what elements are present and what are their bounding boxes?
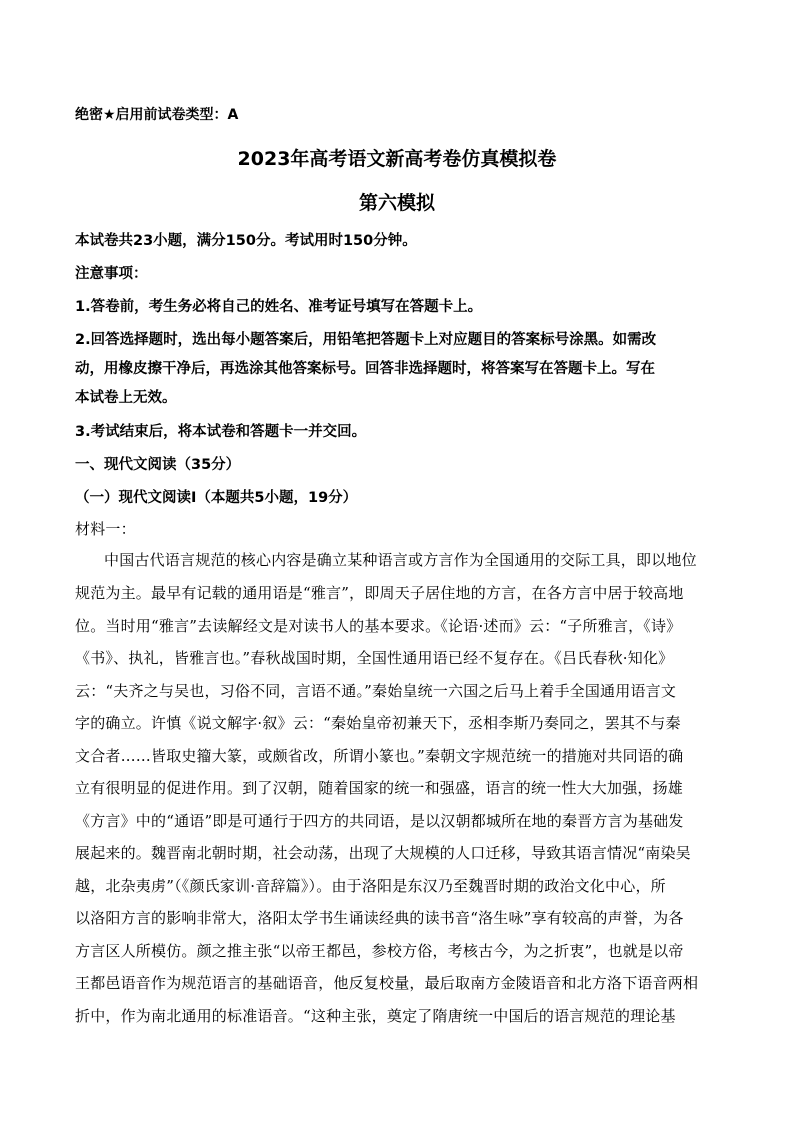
passage-line: 展起来的。魏晋南北朝时期，社会动荡，出现了大规模的人口迁移，导致其语言情况“南染吴 xyxy=(75,844,691,862)
exam-summary: 本试卷共23小题，满分150分。考试用时150分钟。 xyxy=(75,233,417,249)
passage-line: 立有很明显的促进作用。到了汉朝，随着国家的统一和强盛，语言的统一性大大加强，扬雄 xyxy=(75,779,684,797)
exam-subtitle: 第六模拟 xyxy=(358,192,435,214)
passage-line: 中国古代语言规范的核心内容是确立某种语言或方言作为全国通用的交际工具，即以地位 xyxy=(104,551,697,569)
passage-line: 《书》、执礼，皆雅言也。”春秋战国时期，全国性通用语已经不复存在。《吕氏春秋·知化》 xyxy=(75,649,674,667)
exam-title: 2023年高考语文新高考卷仿真模拟卷 xyxy=(237,148,557,170)
passage-line: 字的确立。许慎《说文解字·叙》云：“秦始皇帝初兼天下，丞相李斯乃奏同之，罢其不与秦 xyxy=(75,714,681,732)
section-heading: 一、现代文阅读（35分） xyxy=(75,457,241,473)
passage-line: 方言区人所模仿。颜之推主张“以帝王都邑，参校方俗，考核古今，为之折衷”，也就是以帝 xyxy=(75,942,684,960)
passage-line: 云：“夫齐之与吴也，习俗不同，言语不通。”秦始皇统一六国之后马上着手全国通用语言文 xyxy=(75,682,677,700)
note-1: 1.答卷前，考生务必将自己的姓名、准考证号填写在答题卡上。 xyxy=(75,299,483,315)
section-subheading: （一）现代文阅读Ⅰ（本题共5小题，19分） xyxy=(75,490,358,506)
notes-heading: 注意事项： xyxy=(75,266,148,282)
passage-line: 位。当时用“雅言”去读解经文是对读书人的基本要求。《论语·述而》云：“子所雅言，《诗》 xyxy=(75,617,682,635)
passage-line: 王都邑语音作为规范语言的基础语音，他反复校量，最后取南方金陵语音和北方洛下语音两相 xyxy=(75,974,699,992)
note-2-line-2: 动，用橡皮擦干净后，再选涂其他答案标号。回答非选择题时，将答案写在答题卡上。写在 xyxy=(75,361,655,377)
note-2-line-3: 本试卷上无效。 xyxy=(75,390,177,406)
passage-line: 折中，作为南北通用的标准语音。“这种主张，奠定了隋唐统一中国后的语言规范的理论基 xyxy=(75,1007,676,1025)
passage-line: 越，北杂夷虏”（《颜氏家训·音辞篇》）。由于洛阳是东汉乃至魏晋时期的政治文化中心，所 xyxy=(75,877,666,895)
passage-line: 《方言》中的“通语”即是可通行于四方的共同语，是以汉朝都城所在地的秦晋方言为基础发 xyxy=(75,812,684,830)
note-3: 3.考试结束后，将本试卷和答题卡一并交回。 xyxy=(75,424,367,440)
passage-line: 文合者……皆取史籀大篆，或颇省改，所谓小篆也。”秦朝文字规范统一的措施对共同语的确 xyxy=(75,747,684,765)
passage-line: 以洛阳方言的影响非常大，洛阳太学书生诵读经典的读书音“洛生咏”享有较高的声誉，为各 xyxy=(75,909,684,927)
confidential-label: 绝密★启用前试卷类型：A xyxy=(75,107,239,123)
note-2-line-1: 2.回答选择题时，选出每小题答案后，用铅笔把答题卡上对应题目的答案标号涂黑。如需改 xyxy=(75,332,657,348)
passage-line: 规范为主。最早有记载的通用语是“雅言”，即周天子居住地的方言，在各方言中居于较高地 xyxy=(75,584,684,602)
material-label: 材料一： xyxy=(75,520,136,538)
